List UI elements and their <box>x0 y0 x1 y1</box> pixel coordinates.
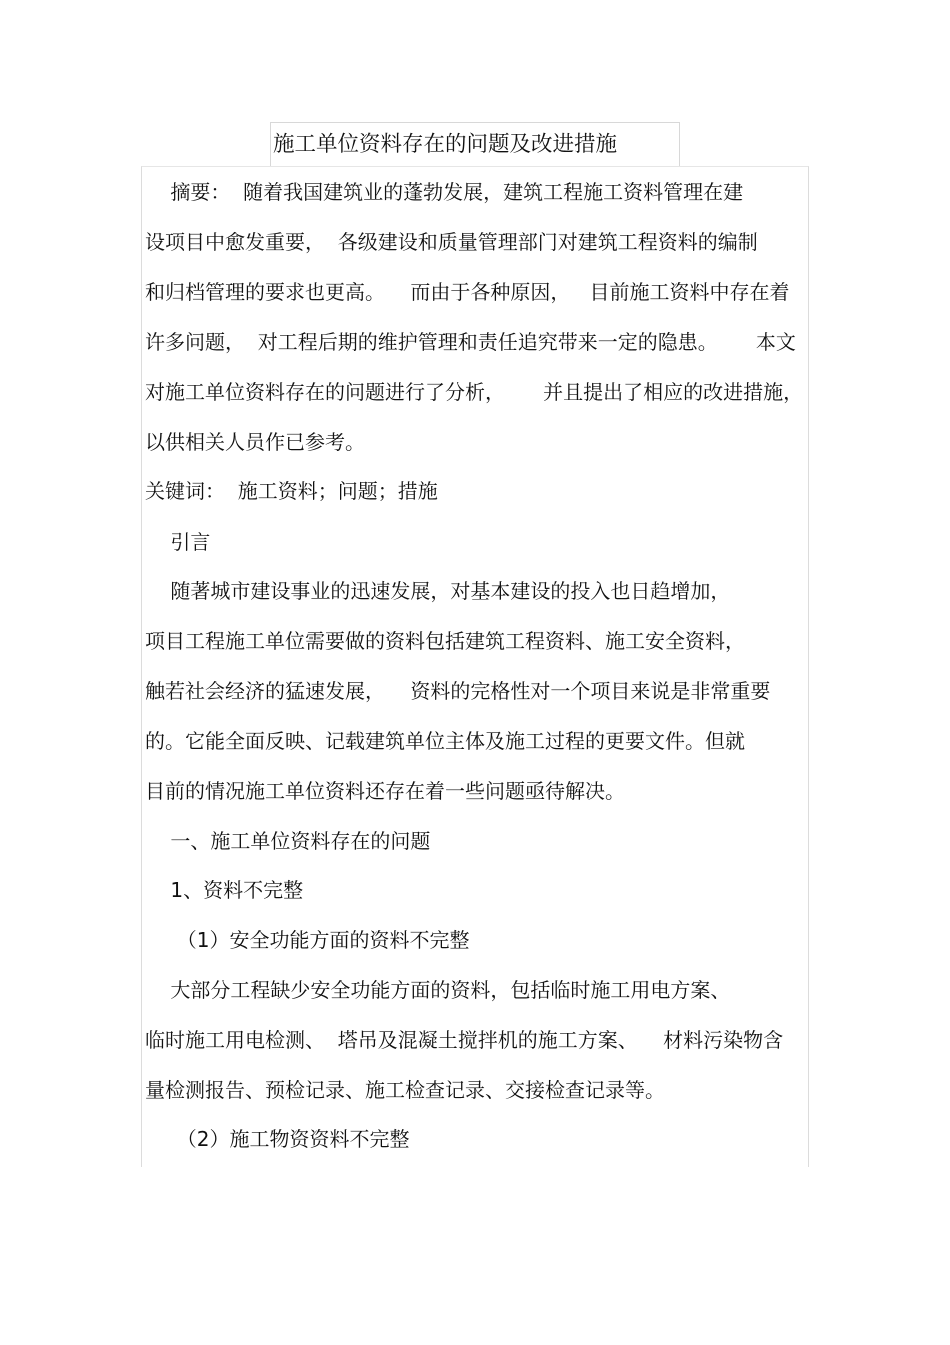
document-title: 施工单位资料存在的问题及改进措施 <box>273 132 618 157</box>
keywords-line: 关键词： 施工资料；问题；措施 <box>145 479 438 503</box>
body-line-3: 量检测报告、预检记录、施工检查记录、交接检查记录等。 <box>145 1078 665 1102</box>
content-frame <box>141 166 809 1167</box>
abstract-line-4: 许多问题， 对工程后期的维护管理和责任追究带来一定的隐患。 本文 <box>145 330 796 354</box>
abstract-line-6: 以供相关人员作已参考。 <box>145 430 365 454</box>
abstract-line-1: 摘要： 随着我国建筑业的蓬勃发展，建筑工程施工资料管理在建 <box>145 180 744 204</box>
item-heading-2: （2）施工物资资料不完整 <box>145 1127 410 1151</box>
section-heading-intro: 引言 <box>145 530 211 554</box>
intro-line-3: 触若社会经济的猛速发展， 资料的完格性对一个项目来说是非常重要 <box>145 679 771 703</box>
intro-line-4: 的。它能全面反映、记载建筑单位主体及施工过程的更要文件。但就 <box>145 729 745 753</box>
abstract-line-5: 对施工单位资料存在的问题进行了分析， 并且提出了相应的改进措施， <box>145 380 804 404</box>
intro-line-1: 随著城市建设事业的迅速发展，对基本建设的投入也日趋增加， <box>145 579 731 603</box>
abstract-line-2: 设项目中愈发重要， 各级建设和质量管理部门对建筑工程资料的编制 <box>145 230 758 254</box>
item-heading-1: （1）安全功能方面的资料不完整 <box>145 928 470 952</box>
body-line-1: 大部分工程缺少安全功能方面的资料，包括临时施工用电方案、 <box>145 978 731 1002</box>
abstract-line-3: 和归档管理的要求也更高。 而由于各种原因， 目前施工资料中存在着 <box>145 280 790 304</box>
section-heading-1: 一、施工单位资料存在的问题 <box>145 829 431 853</box>
intro-line-5: 目前的情况施工单位资料还存在着一些问题亟待解决。 <box>145 779 625 803</box>
body-line-2: 临时施工用电检测、 塔吊及混凝土搅拌机的施工方案、 材料污染物含 <box>145 1028 784 1052</box>
subsection-heading-1-1: 1、资料不完整 <box>145 878 304 902</box>
intro-line-2: 项目工程施工单位需要做的资料包括建筑工程资料、施工安全资料， <box>145 629 745 653</box>
